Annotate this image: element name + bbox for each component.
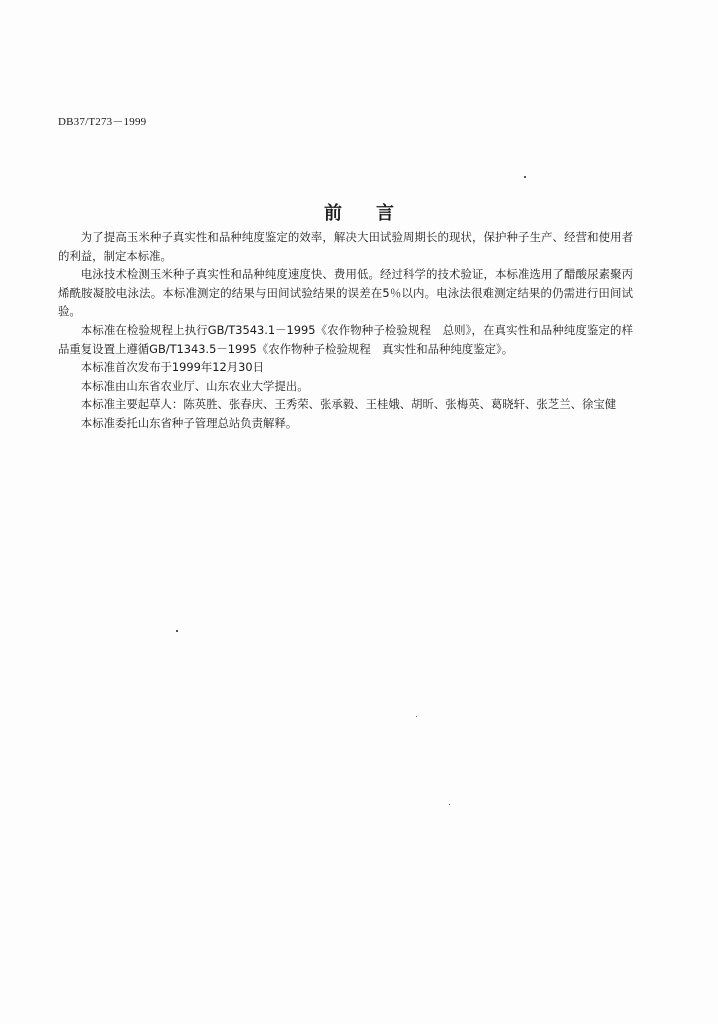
scan-speck xyxy=(524,176,526,178)
paragraph-drafters: 本标准主要起草人：陈英胜、张春庆、王秀荣、张承毅、王桂娥、胡昕、张梅英、葛晓轩、张芝兰、徐宝健 xyxy=(80,397,617,412)
section-title xyxy=(0,199,718,225)
title-char-1: 前 xyxy=(324,203,342,224)
foreword-body xyxy=(58,228,633,433)
paragraph-method: 电泳技术检测玉米种子真实性和品种纯度速度快、费用低。经过科学的技术验证，本标准选用了醋酸尿素聚丙烯酰胺凝胶电泳法。本标准测定的结果与田间试验结果的误差在5％以内。电泳法很难测定结果的仍需进行田间试验。 xyxy=(58,267,633,319)
paragraph-proposer: 本标准由山东省农业厅、山东农业大学提出。 xyxy=(80,378,309,393)
scan-speck xyxy=(416,716,417,717)
scan-speck xyxy=(449,804,450,805)
scan-speck xyxy=(176,630,178,632)
paragraph-release-date: 本标准首次发布于1999年12月30日 xyxy=(80,360,265,375)
paragraph-reference: 本标准在检验规程上执行GB/T3543.1－1995《农作物种子检验规程 总则》，在真实性和品种纯度鉴定的样品重复设置上遵循GB/T1343.5－1995《农作物种子检验规程 真实性和品种纯度鉴定》。 xyxy=(58,322,633,356)
title-char-2: 言 xyxy=(376,203,394,224)
paragraph-interpretation: 本标准委托山东省种子管理总站负责解释。 xyxy=(80,415,298,430)
document-code: DB37/T273－1999 xyxy=(58,116,147,128)
paragraph-purpose: 为了提高玉米种子真实性和品种纯度鉴定的效率，解决大田试验周期长的现状，保护种子生产、经营和使用者的利益，制定本标准。 xyxy=(58,230,633,263)
